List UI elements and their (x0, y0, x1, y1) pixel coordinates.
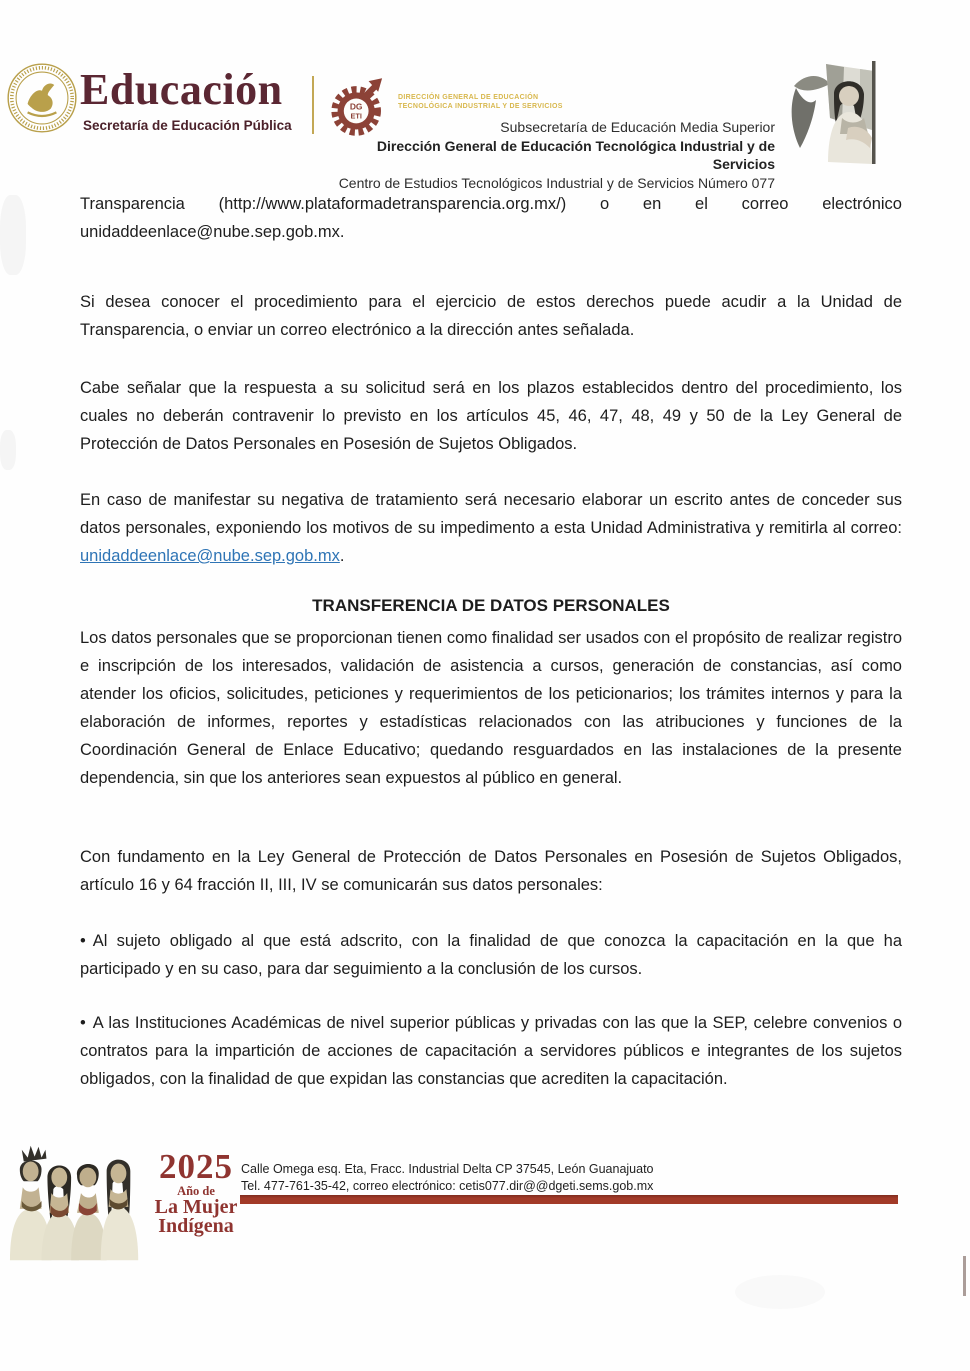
year-title-line2: Indígena (158, 1215, 234, 1237)
dgeti-caption-line2: TECNOLÓGICA INDUSTRIAL Y DE SERVICIOS (398, 103, 563, 110)
bullet-item-instituciones (80, 1009, 902, 1093)
header-divider (312, 76, 314, 134)
paragraph-transparencia: Transparencia (http://www.plataformadetransparencia.org.mx/) o en el correo electrónico unidaddeenlace@nube.sep.gob.mx. (80, 195, 902, 241)
year-number: 2025 (159, 1147, 233, 1186)
phone-email-line: Tel. 477-761-35-42, correo electrónico: cetis077.dir@@dgeti.sems.gob.mx (241, 1178, 654, 1193)
centro-estudios-line: Centro de Estudios Tecnológicos Industrial y de Servicios Número 077 (338, 174, 775, 191)
dgeti-caption (398, 93, 578, 111)
contact-info (241, 1161, 801, 1194)
paragraph-procedimiento: Si desea conocer el procedimiento para el ejercicio de estos derechos puede acudir a la Unidad de Transparencia, o enviar un correo electrónico a la dirección antes señalada. (80, 293, 902, 339)
paragraph-fundamento: Con fundamento en la Ley General de Protección de Datos Personales en Posesión de Sujetos Obligados, artículo 16 y 64 fracción II, III, IV se comunicarán sus datos personales: (80, 848, 902, 894)
dgeti-caption-line1: DIRECCIÓN GENERAL DE EDUCACIÓN (398, 94, 539, 101)
brand-title: Educación (80, 65, 283, 114)
scan-artifact (735, 1275, 825, 1309)
brand-subtitle: Secretaría de Educación Pública (83, 118, 292, 133)
paragraph-finalidad: Los datos personales que se proporcionan tienen como finalidad ser usados con el propósito de realizar registro e inscripción de los interesados, validación de asistencia a cursos, generación de constancias, así como atender los oficios, solicitudes, peticiones y requerimientos de los peticionarios; los trámites internos y para la elaboración de informes, reportes y estadísticas relacionados con las atribuciones y funciones de la Coordinación General de Enlace Educativo; quedando resguardados en las instalaciones de la presente dependencia, sin que los anteriores sean expuestos al público en general. (80, 629, 902, 787)
paragraph-negativa-suffix: . (339, 547, 345, 565)
address-line: Calle Omega esq. Eta, Fracc. Industrial Delta CP 37545, León Guanajuato (241, 1162, 654, 1176)
mexican-coat-of-arms-icon (6, 62, 78, 134)
year-title-line1: La Mujer (154, 1196, 238, 1218)
bullet-item-text: A las Instituciones Académicas de nivel superior públicas y privadas con las que la SEP, celebre convenios o contratos para la impartición de acciones de capacitación a servidores públicos e integrantes de los sujetos obligados, con la finalidad de que expidan las constancias que acrediten la capacitación. (80, 1014, 902, 1088)
section-heading: TRANSFERENCIA DE DATOS PERSONALES (312, 596, 670, 615)
scan-artifact (0, 430, 16, 470)
paragraph-negativa-text: En caso de manifestar su negativa de tratamiento será necesario elaborar un escrito antes de conceder sus datos personales, exponiendo los motivos de su impedimento a esta Unidad Administrativa y remitirla al correo: (80, 491, 902, 537)
scan-artifact (963, 1256, 966, 1296)
dgeti-monogram-top: DG (349, 101, 363, 112)
subsecretaria-line: Subsecretaría de Educación Media Superior (500, 119, 775, 135)
scan-artifact (0, 195, 26, 275)
footer-accent-bar (240, 1195, 898, 1204)
year-caption: Año de (177, 1184, 215, 1198)
bullet-icon: • (80, 1014, 86, 1032)
paragraph-plazos: Cabe señalar que la respuesta a su solicitud será en los plazos establecidos dentro del procedimiento, los cuales no deberán contravenir lo previsto en los artículos 45, 46, 47, 48, 49 y 50 de la Ley General de Protección de Datos Personales en Posesión de Sujetos Obligados. (80, 379, 902, 453)
office-hierarchy (330, 118, 775, 192)
direccion-general-line: Dirección General de Educación Tecnológica Industrial y de Servicios (376, 137, 775, 172)
bullet-item-sujeto-obligado (80, 927, 902, 983)
email-link[interactable]: unidaddeenlace@nube.sep.gob.mx (80, 547, 340, 565)
dgeti-monogram-bottom: ETI (350, 111, 362, 121)
woman-with-flag-illustration (784, 58, 906, 180)
bullet-item-text: Al sujeto obligado al que está adscrito, con la finalidad de que conozca la capacitación en la que ha participado y en su caso, para dar seguimiento a la conclusión de los cursos. (80, 932, 902, 978)
year-emblem (150, 1147, 242, 1237)
indigenous-women-illustration (6, 1143, 154, 1261)
paragraph-negativa (80, 486, 902, 570)
bullet-icon: • (80, 932, 86, 950)
